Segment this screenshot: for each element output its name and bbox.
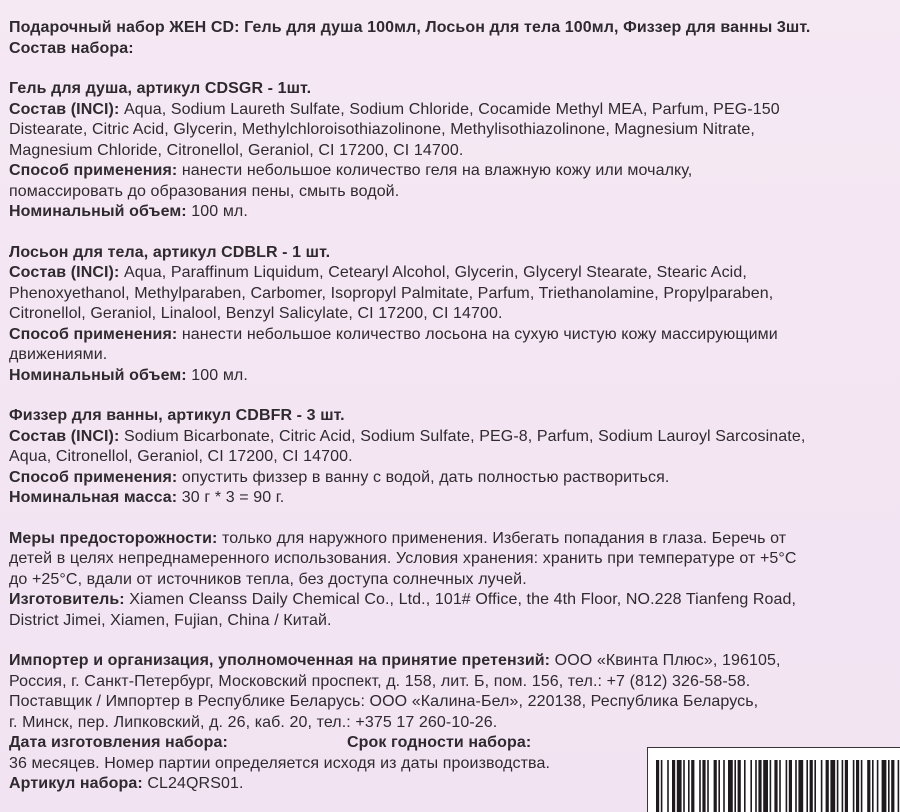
product-bath-fizzer (9, 406, 889, 509)
shelf-life-label: Срок годности набора: (347, 734, 532, 751)
importer-text: ООО «Квинта Плюс», 196105, (550, 652, 781, 669)
inci-text: Sodium Bicarbonate, Citric Acid, Sodium Sulfate, PEG-8, Parfum, Sodium Lauroyl Sarcosinate, (119, 427, 806, 445)
barcode-bar (842, 760, 844, 812)
article-label: Артикул набора: (9, 775, 143, 792)
amount-label: Номинальная масса: (9, 489, 178, 506)
usage-text: нанести небольшое количество геля на влажную кожу или мочалку, (177, 162, 693, 179)
barcode-bar (798, 760, 803, 812)
inci-text: Aqua, Sodium Laureth Sulfate, Sodium Chloride, Cocamide Methyl MEA, Parfum, PEG-150 (119, 100, 780, 118)
barcode-bar (856, 760, 859, 812)
precautions-section (9, 529, 889, 632)
precautions-line: до +25°С, вдали от источников тепла, без доступа солнечных лучей. (9, 570, 527, 588)
barcode-bar (774, 760, 777, 812)
inci-text: Aqua, Paraffinum Liquidum, Cetearyl Alcohol, Glycerin, Glyceryl Stearate, Stearic Acid, (119, 264, 747, 281)
inci-line (9, 100, 889, 121)
barcode-bar (723, 760, 725, 812)
barcode-bar (738, 760, 741, 812)
inci-line: Phenoxyethanol, Methylparaben, Carbomer, Isopropyl Palmitate, Parfum, Triethanolamine, Propylparaben, (9, 284, 774, 302)
set-composition-label: Состав набора: (9, 39, 134, 57)
importer-label: Импортер и организация, уполномоченная на принятие претензий: (9, 652, 551, 669)
barcode-bar (728, 760, 733, 812)
amount-line (9, 202, 889, 223)
inci-label: Состав (INCI): (9, 427, 120, 445)
barcode-bar (707, 760, 709, 812)
barcode-bar (702, 760, 705, 812)
inci-line (9, 427, 889, 448)
inci-label: Состав (INCI): (9, 100, 120, 118)
barcode-bar (714, 760, 717, 812)
precautions-line: детей в целях непреднамеренного использования. Условия хранения: хранить при температуре от +5°С (9, 550, 797, 567)
usage-line (9, 468, 889, 489)
barcode-bar (688, 760, 690, 812)
barcode-bar (750, 760, 752, 812)
product-shower-gel (9, 79, 889, 223)
barcode-bar (882, 760, 887, 812)
barcode-bar (718, 760, 720, 812)
inci-label: Состав (INCI): (9, 264, 120, 281)
amount-value: 100 мл. (186, 366, 248, 384)
usage-label: Способ применения: (9, 325, 178, 343)
usage-text: нанести небольшое количество лосьона на сухую чистую кожу массирующими (177, 325, 778, 343)
barcode-bar (789, 760, 792, 812)
usage-label: Способ применения: (9, 468, 178, 486)
barcode-bar (861, 760, 863, 812)
barcode-bar (758, 760, 761, 812)
manufacturer-line: District Jimei, Xiamen, Fujian, China / Китай. (9, 611, 332, 629)
usage-line: движениями. (9, 346, 108, 363)
manufacture-date-label: Дата изготовления набора: (9, 734, 228, 751)
barcode-bar (795, 760, 797, 812)
barcode-bar (853, 760, 855, 812)
barcode-bar (872, 760, 874, 812)
barcode-bar (667, 760, 669, 812)
manufacturer-label: Изготовитель: (9, 591, 125, 608)
barcode-bar (821, 760, 823, 812)
barcode-bar (656, 760, 659, 812)
importer-line (9, 651, 889, 672)
importer-line: Поставщик / Импортер в Республике Беларусь: ООО «Калина-Бел», 220138, Республика Беларусь, (9, 693, 759, 710)
product-heading: Лосьон для тела, артикул CDBLR - 1 шт. (9, 243, 331, 261)
amount-label: Номинальный объем: (9, 366, 187, 384)
label-text (9, 18, 889, 795)
barcode-bar (814, 760, 816, 812)
barcode-bar (779, 760, 781, 812)
usage-line (9, 161, 889, 182)
barcode-bar (786, 760, 788, 812)
amount-line (9, 488, 889, 509)
usage-line: помассировать до образования пены, смыть водой. (9, 182, 400, 200)
barcode-bar (699, 760, 701, 812)
product-heading: Гель для душа, артикул CDSGR - 1шт. (9, 80, 312, 97)
manufacturer-line (9, 590, 889, 611)
barcode-bar (677, 760, 682, 812)
inci-line: Magnesium Chloride, Citronellol, Geraniol, CI 17200, CI 14700. (9, 141, 464, 159)
barcode-bar (867, 760, 870, 812)
barcode-bar (672, 760, 675, 812)
barcode-bar (661, 760, 663, 812)
inci-line (9, 263, 889, 284)
usage-line (9, 325, 889, 346)
barcode-bar (826, 760, 829, 812)
barcode-bar (683, 760, 685, 812)
barcode-bar (770, 760, 772, 812)
manufacturer-text: Xiamen Cleanss Daily Chemical Co., Ltd., 101# Office, the 4th Floor, NO.228 Tianfeng Road, (124, 591, 797, 608)
barcode (647, 747, 900, 812)
barcode-bar (898, 760, 900, 812)
amount-line (9, 366, 889, 387)
precautions-label: Меры предосторожности: (9, 529, 218, 547)
amount-value: 30 г * 3 = 90 г. (177, 489, 285, 506)
barcode-bar (744, 760, 746, 812)
set-title: Подарочный набор ЖЕН CD: Гель для душа 100мл, Лосьон для тела 100мл, Физзер для ванны 3шт. (9, 19, 811, 36)
inci-line: Distearate, Citric Acid, Glycerin, Methylchloroisothiazolinone, Methylisothiazolinone, Magnesium Nitrate, (9, 121, 755, 138)
barcode-bar (734, 760, 736, 812)
barcode-bar (763, 760, 768, 812)
barcode-bar (830, 760, 835, 812)
barcode-bar (845, 760, 848, 812)
barcode-bar (755, 760, 757, 812)
usage-text: опустить физзер в ванну с водой, дать полностью раствориться. (177, 468, 670, 486)
barcode-bar (691, 760, 694, 812)
barcode-bar (806, 760, 808, 812)
barcode-bar (891, 760, 894, 812)
barcode-bar (810, 760, 813, 812)
product-heading: Физзер для ванны, артикул CDBFR - 3 шт. (9, 407, 345, 424)
barcode-bar (888, 760, 890, 812)
amount-value: 100 мл. (186, 203, 248, 220)
shelf-life-text: 36 месяцев. Номер партии определяется исходя из даты производства. (9, 754, 551, 772)
inci-line: Aqua, Citronellol, Geraniol, CI 17200, CI 14700. (9, 448, 353, 465)
amount-label: Номинальный объем: (9, 203, 187, 220)
importer-line: г. Минск, пер. Липковский, д. 26, каб. 20, тел.: +375 17 260-10-26. (9, 713, 498, 731)
article-value: CL24QRS01. (142, 775, 244, 792)
barcode-bar (877, 760, 879, 812)
precautions-line (9, 529, 889, 550)
usage-label: Способ применения: (9, 162, 178, 179)
inci-line: Citronellol, Geraniol, Linalool, Benzyl Salicylate, CI 17200, CI 14700. (9, 305, 503, 322)
product-body-lotion (9, 243, 889, 387)
barcode-graphic (648, 748, 900, 812)
importer-line: Россия, г. Санкт-Петербург, Московский проспект, д. 158, лит. Б, пом. 156, тел.: +7 (812) 326-58-58. (9, 672, 751, 690)
precautions-text: только для наружного применения. Избегать попадания в глаза. Беречь от (217, 529, 787, 547)
barcode-bar (837, 760, 839, 812)
